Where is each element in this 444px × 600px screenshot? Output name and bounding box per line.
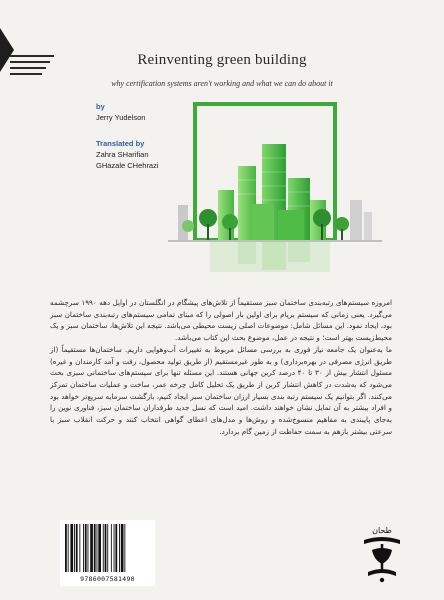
isbn-number: 9786007581490 — [80, 575, 135, 583]
publisher-name: طحان — [372, 526, 392, 535]
green-city-illustration — [160, 100, 390, 280]
book-subtitle: why certification systems aren't working and what we can do about it — [111, 79, 333, 88]
isbn-barcode — [60, 520, 155, 586]
building — [278, 210, 304, 240]
barcode-bars — [64, 524, 151, 572]
by-label: by — [96, 102, 105, 111]
description-paragraph: امروزه سیستم‌های رتبه‌بندی ساختمان سبز مستقیماً از تلاش‌های پیشگام در انگلستان در اوایل دهه ۱۹۹۰ سرچشمه می‌گیرد. یعنی زمانی که سیستم بریام برای اولین بار اصولی را که مبنای تمامی سیستم‌های رتبه‌بندی ساختمان سبز بود، ایجاد نمود. این مسائل شامل: موضوعات اصلی زیست محیطی می‌باشد. نتیجه این تلاش‌ها، ساختمان سبز و یک محیط‌زیست بهتر است؛ و نتیجه در عمل، موضوع بحث این کتاب می‌باشد. — [50, 298, 393, 343]
translated-by-label: Translated by — [96, 139, 145, 148]
translator-name-1: Zahra SHarifian — [96, 150, 149, 159]
book-title: Reinventing green building — [137, 52, 307, 68]
author-name: Jerry Yudelson — [96, 113, 146, 122]
building — [252, 204, 274, 240]
description-paragraph: ما به‌عنوان یک جامعه نیاز فوری به بررسی مسائل مربوط به تغییرات آب‌وهوایی داریم. ساختمان‌ها مستقیماً (از طریق انرژی مصرفی در بهره‌برداری) و به طور غیرمستقیم (از طریق تولید محصول، رفت و آمد کارمندان و غیره) مسئول انتشار بیش از ۳۰ تا ۴۰ درصد کربن جهانی هستند. این مسئله تنها برای سیستم‌های ساختمانی سبزی بحث می‌شود که به‌شدت در کاهش انتشار کربن از طریق یک تحلیل کامل چرخه عمر، ساخت و عملیات ساختمان تمرکز می‌کنند. اگر بتوانیم یک سیستم رتبه بندی بسیار ارزان ساختمان سبز ایجاد کنیم، بازگشت سرمایه سریع‌تر خواهد بود و افراد بیشتر به آن تمایل نشان خواهند داشت. امید است که نسل جدید طرفداران ساختمان سبز، فناوری نوین را به‌جای پایبندی به مفاهیم منسوخ‌شده و روش‌ها و مدل‌های اعطای گواهی انتخاب کنند و حرکت انقلاب سبز با سرعتی بیشتر بازهم به سمت حفاظت از زمین گام بردارد. — [50, 344, 393, 436]
translator-name-2: GHazale CHehrazi — [96, 161, 159, 170]
description-text — [50, 297, 392, 437]
